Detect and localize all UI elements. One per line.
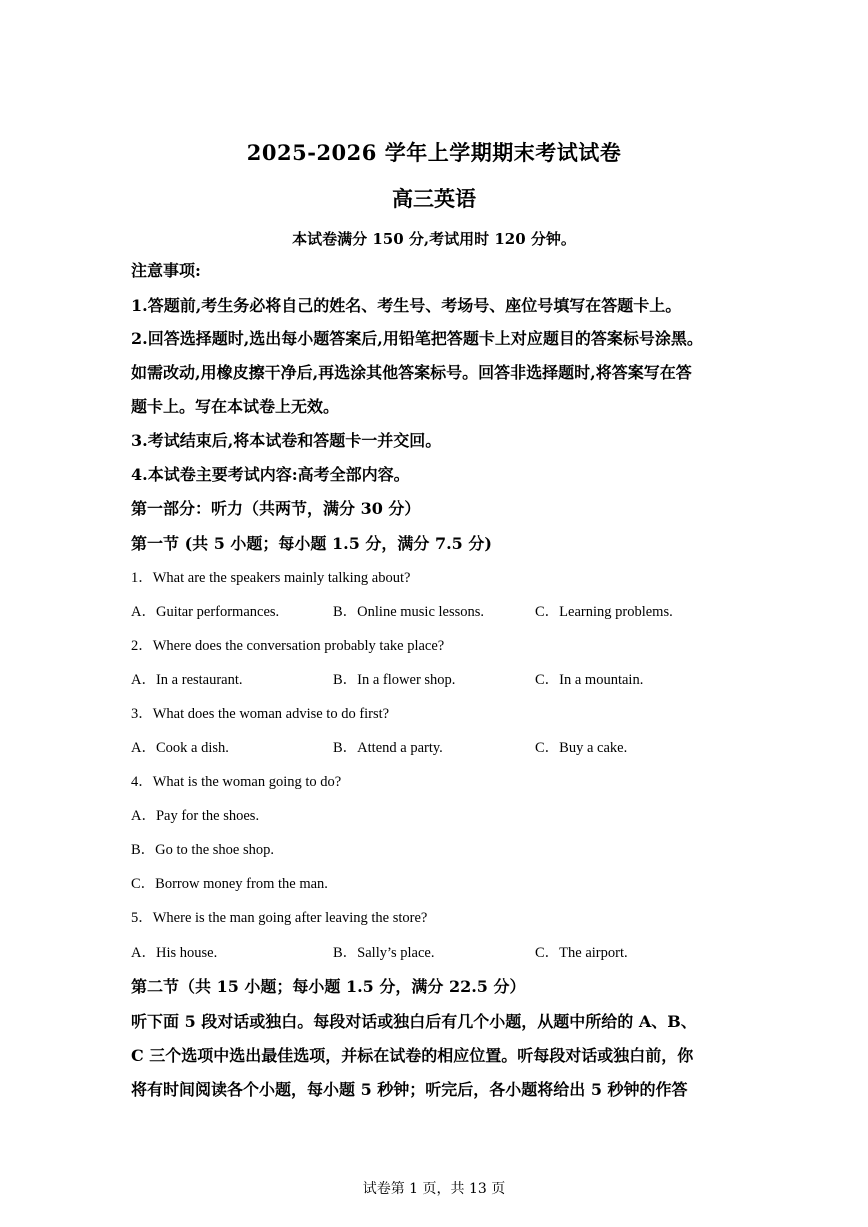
notice-item-2-line-3: 题卡上。写在本试卷上无效。 [131, 397, 340, 416]
question-5-option-a: A．His house. [131, 945, 218, 961]
question-2-options [131, 670, 751, 690]
question-2-option-b: B．In a flower shop. [333, 672, 456, 688]
question-3-stem: 3．What does the woman advise to do first? [131, 706, 390, 722]
notice-item-2-line-2: 如需改动,用橡皮擦干净后,再选涂其他答案标号。回答非选择题时,将答案写在答 [131, 363, 692, 382]
question-1-options [131, 602, 751, 622]
exam-subject: 高三英语 [392, 186, 476, 211]
section2-instructions-line-3: 将有时间阅读各个小题，每小题 5 秒钟；听完后，各小题将给出 5 秒钟的作答 [131, 1080, 688, 1099]
notice-item-2-line-1: 2.回答选择题时,选出每小题答案后,用铅笔把答题卡上对应题目的答案标号涂黑。 [131, 329, 703, 348]
question-5-option-b: B．Sally’s place. [333, 945, 435, 961]
question-3-option-b: B．Attend a party. [333, 740, 443, 756]
page-number: 试卷第 1 页，共 13 页 [362, 1181, 506, 1197]
part1-section1-heading: 第一节 (共 5 小题；每小题 1.5 分，满分 7.5 分) [131, 534, 492, 553]
question-4-option-c: C．Borrow money from the man. [131, 876, 328, 892]
question-4-option-b: B．Go to the shoe shop. [131, 842, 274, 858]
question-3-option-a: A．Cook a dish. [131, 740, 229, 756]
question-2-option-a: A．In a restaurant. [131, 672, 243, 688]
question-1-option-c: C．Learning problems. [535, 604, 673, 620]
question-3-option-c: C．Buy a cake. [535, 740, 628, 756]
exam-info: 本试卷满分 150 分,考试用时 120 分钟。 [292, 230, 576, 248]
question-4-option-a: A．Pay for the shoes. [131, 808, 260, 824]
question-1-option-b: B．Online music lessons. [333, 604, 485, 620]
notice-item-1: 1.答题前,考生务必将自己的姓名、考生号、考场号、座位号填写在答题卡上。 [131, 296, 682, 315]
question-5-option-c: C．The airport. [535, 945, 628, 961]
section2-instructions-line-2: C 三个选项中选出最佳选项，并标在试卷的相应位置。听每段对话或独白前，你 [131, 1046, 694, 1065]
question-2-stem: 2．Where does the conversation probably take place? [131, 638, 445, 654]
section2-instructions-line-1: 听下面 5 段对话或独白。每段对话或独白后有几个小题，从题中所给的 A、B、 [131, 1012, 697, 1031]
question-1-option-a: A．Guitar performances. [131, 604, 280, 620]
exam-title: 2025-2026 学年上学期期末考试试卷 [246, 140, 622, 165]
notice-item-3: 3.考试结束后,将本试卷和答题卡一并交回。 [131, 431, 442, 450]
question-5-options [131, 943, 751, 963]
notice-item-4: 4.本试卷主要考试内容:高考全部内容。 [131, 465, 410, 484]
question-1-stem: 1．What are the speakers mainly talking about? [131, 570, 411, 586]
section2-heading: 第二节（共 15 小题；每小题 1.5 分，满分 22.5 分） [131, 977, 526, 996]
question-5-stem: 5．Where is the man going after leaving the store? [131, 910, 428, 926]
part1-heading: 第一部分：听力（共两节，满分 30 分） [131, 499, 421, 518]
notice-heading: 注意事项: [131, 261, 201, 280]
question-4-stem: 4．What is the woman going to do? [131, 774, 342, 790]
question-2-option-c: C．In a mountain. [535, 672, 644, 688]
question-3-options [131, 738, 751, 758]
